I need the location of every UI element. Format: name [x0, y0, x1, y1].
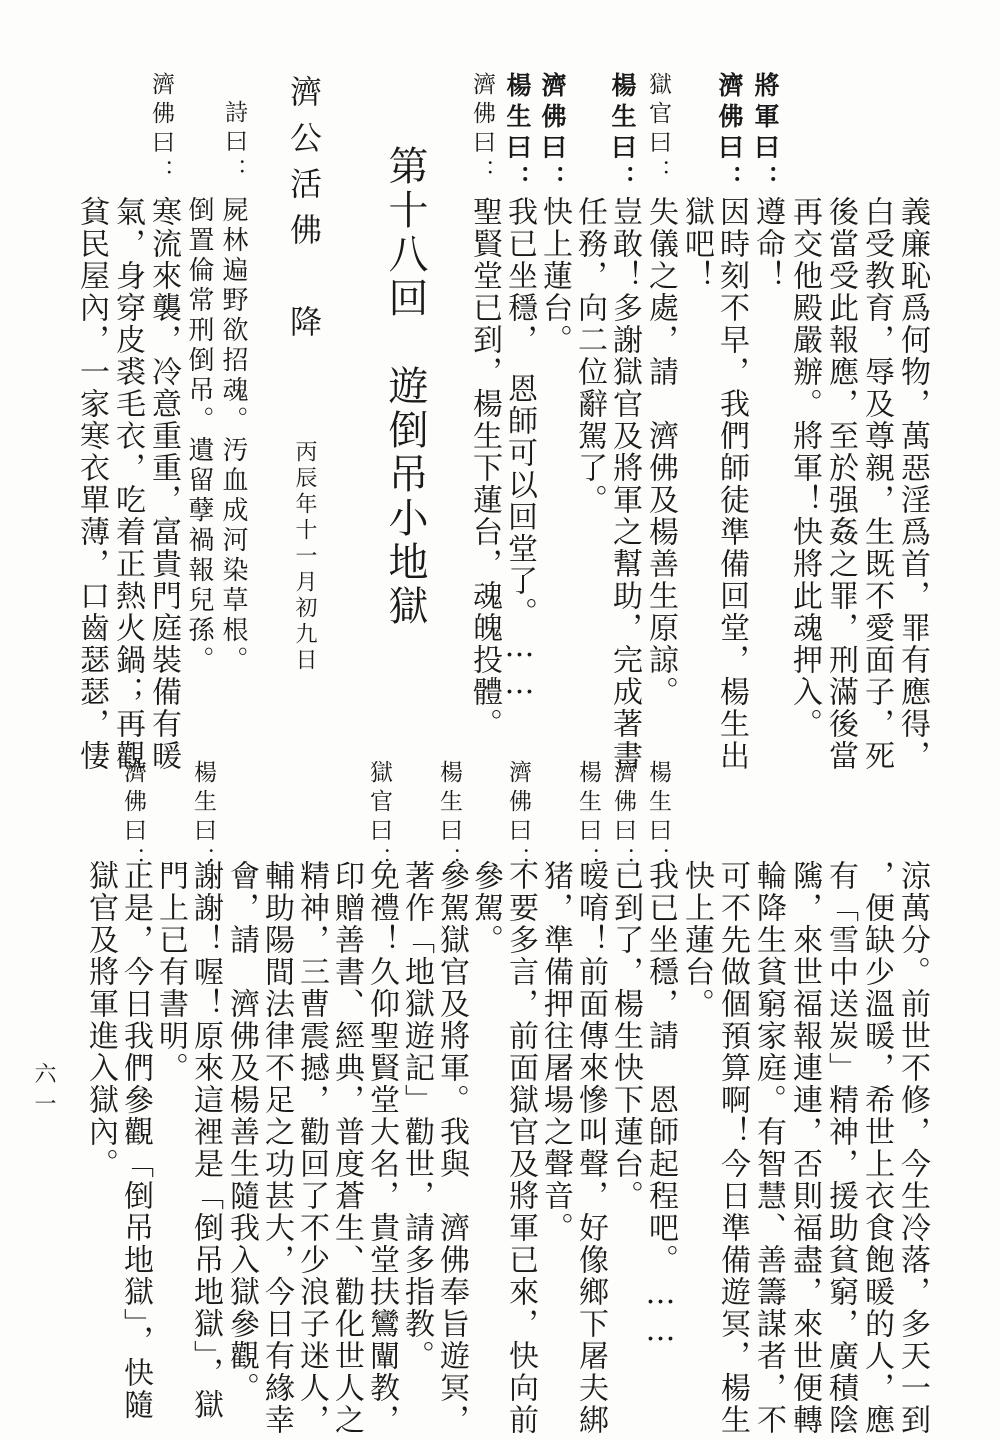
speech-text: 精神，三曹震撼，勸回了不少浪子迷人，	[294, 860, 329, 1436]
speech-text: 聖賢堂已到，楊生下蓮台，魂魄投體。	[467, 196, 502, 740]
poem-line: 屍林遍野欲招魂。汚血成河染草根。	[218, 196, 248, 676]
text-column: 可不先做個預算啊！今日準備遊冥，楊生	[715, 860, 750, 1436]
speech-text: 我已坐穩， 恩師可以回堂了。……	[502, 196, 537, 703]
page-number: 六一	[31, 1062, 56, 1122]
speaker-label: 濟佛曰：	[715, 72, 744, 196]
speech-text: 正是，今日我們參觀「倒吊地獄」，快隨	[118, 860, 153, 1421]
speaker-label: 獄官曰：	[645, 72, 671, 188]
speaker-label: 濟佛曰：	[148, 72, 174, 188]
speech-text: 輔助陽間法律不足之功甚大，今日有緣幸	[259, 860, 294, 1436]
speech-text: 不要多言，前面獄官及將軍已來，快向前	[503, 860, 538, 1436]
speech-text: 印贈善書、經典，普度蒼生、勸化世人之	[329, 860, 364, 1436]
speech-text: 免禮！久仰聖賢堂大名，貴堂扶鸞闡教，	[364, 860, 399, 1436]
speech-text: 任務，向二位辭駕了。	[572, 196, 607, 516]
speech-text: 謝謝！喔！原來這裡是「倒吊地獄」，獄	[188, 860, 223, 1421]
speech-text: 參駕。	[468, 860, 503, 956]
speech-text: 參駕獄官及將軍。我與 濟佛奉旨遊冥，	[434, 860, 469, 1436]
poem-line: 倒置倫常刑倒吊。遺留孽禍報兒孫。	[184, 196, 214, 676]
speaker-label: 濟佛曰：	[538, 72, 567, 196]
text-column: 輪降生貧窮家庭。有智慧、善籌謀者，不	[751, 860, 786, 1436]
speaker-label: 將軍曰：	[751, 72, 780, 196]
speech-text: 會，請 濟佛及楊善生隨我入獄參觀。	[224, 860, 259, 1404]
speech-text: 猪，準備押往屠場之聲音。	[538, 860, 573, 1244]
text-column: 後當受此報應，至於强姦之罪，刑滿後當	[823, 196, 858, 772]
speaker-label: 濟佛曰：	[469, 72, 495, 188]
text-column: 再交他殿嚴辦。將軍！快將此魂押入。	[787, 196, 822, 740]
text-column: 涼萬分。前世不修，今生冷落，多天一到	[895, 860, 930, 1436]
speech-text: 獄吧！	[679, 196, 714, 292]
speech-text: 我已坐穩，請 恩師起程吧。……	[643, 860, 678, 1350]
speaker-label: 獄官曰：	[366, 760, 392, 876]
date-line: 丙辰年十一月初九日	[292, 440, 317, 674]
speech-text: 氣，身穿皮裘毛衣，吃着正熱火鍋；再觀	[110, 196, 145, 772]
speech-text: 因時刻不早，我們師徒準備回堂，楊生出	[714, 196, 749, 772]
speaker-label: 濟佛曰：	[120, 760, 146, 876]
speech-text: 暧唷！前面傳來慘叫聲，好像鄉下屠夫綁	[573, 860, 608, 1436]
speech-text: 失儀之處，請 濟佛及楊善生原諒。	[643, 196, 678, 708]
text-column: 隲，來世福報連連，否則福盡，來世便轉	[787, 860, 822, 1436]
text-column: ，便缺少溫暖，希世上衣食飽暖的人，應	[859, 860, 894, 1436]
speech-text: 寒流來襲，冷意重重，富貴門庭裝備有暖	[146, 196, 181, 772]
text-column: 有「雪中送炭」精神，援助貧窮，廣積陰	[823, 860, 858, 1436]
speech-text: 著作「地獄遊記」勸世，請多指教。	[399, 860, 434, 1372]
speech-text: 豈敢！多謝獄官及將軍之幫助，完成著書	[607, 196, 642, 772]
speech-text: 貧民屋內，一家寒衣單薄，口齒瑟瑟，悽	[74, 196, 109, 772]
speaker-label: 楊生曰：	[190, 760, 216, 876]
speaker-label: 楊生曰：	[608, 72, 637, 196]
text-column: 快上蓮台。	[679, 860, 714, 1020]
speech-text: 遵命！	[750, 196, 785, 292]
text-column: 白受教育，辱及尊親，生既不愛面子，死	[859, 196, 894, 772]
speech-text: 門上已有書明。	[153, 860, 188, 1084]
speaker-label: 楊生曰：	[645, 760, 671, 876]
speech-text: 已到了，楊生快下蓮台。	[608, 860, 643, 1212]
speech-text: 快上蓮台。	[537, 196, 572, 356]
speaker-label: 楊生曰：	[575, 760, 601, 876]
poem-label: 詩曰：	[221, 100, 247, 187]
speaker-label: 楊生曰：	[503, 72, 532, 196]
speaker-label: 楊生曰：	[436, 760, 462, 876]
speaker-label: 濟佛曰：	[505, 760, 531, 876]
text-column: 義廉恥爲何物，萬惡淫爲首，罪有應得，	[895, 196, 930, 772]
chapter-title: 第十八回 遊倒吊小地獄	[382, 145, 428, 629]
speech-text: 獄官及將軍進入獄內。	[83, 860, 118, 1180]
deity-header: 濟公活佛 降	[285, 75, 323, 351]
speaker-label: 濟佛曰：	[610, 760, 636, 876]
